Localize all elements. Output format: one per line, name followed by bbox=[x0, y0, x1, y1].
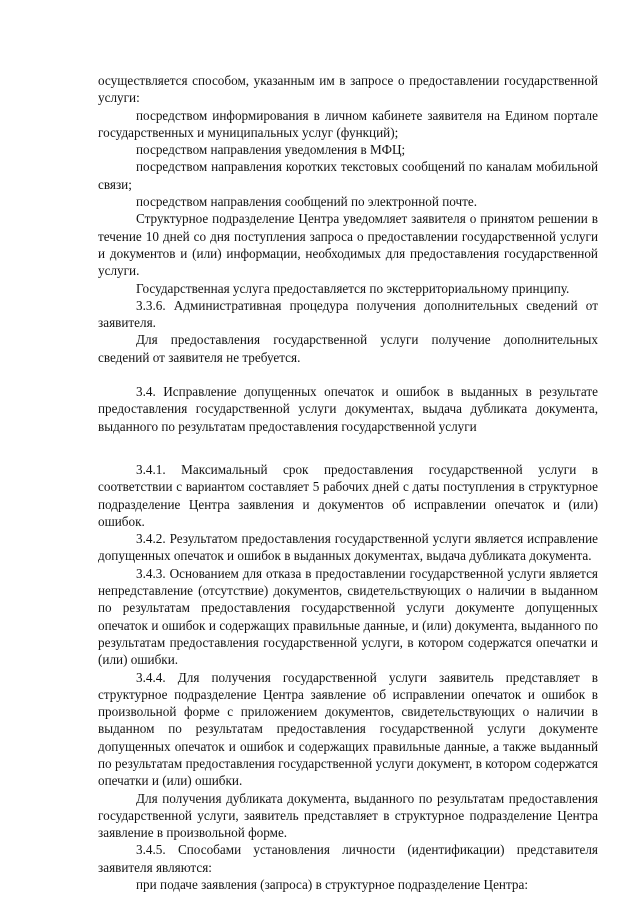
paragraph: 3.4.1. Максимальный срок предоставления государственной услуги в соответствии с вариантом составляет 5 рабочих дней с даты поступления в структурное подразделение Центра заявления и документов об исправлении опечаток и (или) ошибок. bbox=[98, 461, 598, 529]
paragraph: посредством направления уведомления в МФЦ; bbox=[136, 142, 406, 158]
document-page bbox=[98, 72, 598, 893]
paragraph: посредством направления сообщений по электронной почте. bbox=[136, 194, 478, 210]
spacer bbox=[98, 366, 598, 383]
paragraph: Для получения дубликата документа, выданного по результатам предоставления государственной услуги, заявитель представляет в структурное подразделение Центра заявление в произвольной форме. bbox=[98, 790, 598, 841]
paragraph: 3.4.3. Основанием для отказа в предоставлении государственной услуги является непредставление (отсутствие) документов, свидетельствующих о наличии в выданном по результатам предоставления государственной услуги документе допущенных опечаток и ошибок и содержащих правильные данные, и (или) документа, выданного по результатам предоставления государственной услуги, в котором содержатся опечатки и (или) ошибки. bbox=[98, 565, 598, 668]
paragraph: Государственная услуга предоставляется по экстерриториальному принципу. bbox=[136, 280, 570, 296]
paragraph: 3.4.2. Результатом предоставления государственной услуги является исправление допущенных опечаток и ошибок в выданных документах, выдача дубликата документа. bbox=[98, 531, 598, 564]
paragraph: 3.4.5. Способами установления личности (идентификации) представителя заявителя являются: bbox=[98, 842, 598, 875]
spacer bbox=[98, 435, 598, 461]
paragraph: посредством информирования в личном кабинете заявителя на Едином портале государственных и муниципальных услуг (функций); bbox=[98, 107, 598, 140]
paragraph: при подаче заявления (запроса) в структурное подразделение Центра: bbox=[136, 877, 529, 893]
paragraph: осуществляется способом, указанным им в запросе о предоставлении государственной услуги: bbox=[98, 73, 598, 106]
paragraph: 3.4.4. Для получения государственной услуги заявитель представляет в структурное подразделение Центра заявление об исправлении опечаток и ошибок в произвольной форме с приложением документов, свидетельствующих о наличии в выданном по результатам предоставления государственной услуги документе допущенных опечаток и ошибок и содержащих правильные данные, а также выданный по результатам предоставления государственной услуги документ, в котором содержатся опечатки и (или) ошибки. bbox=[98, 669, 598, 789]
paragraph: Для предоставления государственной услуги получение дополнительных сведений от заявителя не требуется. bbox=[98, 332, 598, 365]
paragraph: 3.3.6. Административная процедура получения дополнительных сведений от заявителя. bbox=[98, 297, 598, 331]
paragraph: Структурное подразделение Центра уведомляет заявителя о принятом решении в течение 10 дней со дня поступления запроса о предоставлении государственной услуги и документов и (или) информации, необходимых для предоставления государственной услуги. bbox=[98, 211, 598, 279]
paragraph: посредством направления коротких текстовых сообщений по каналам мобильной связи; bbox=[98, 159, 598, 192]
section-heading: 3.4. Исправление допущенных опечаток и ошибок в выданных в результате предоставления государственной услуги документах, выдача дубликата документа, выданного по результатам предоставления государственной услуги bbox=[98, 384, 598, 434]
